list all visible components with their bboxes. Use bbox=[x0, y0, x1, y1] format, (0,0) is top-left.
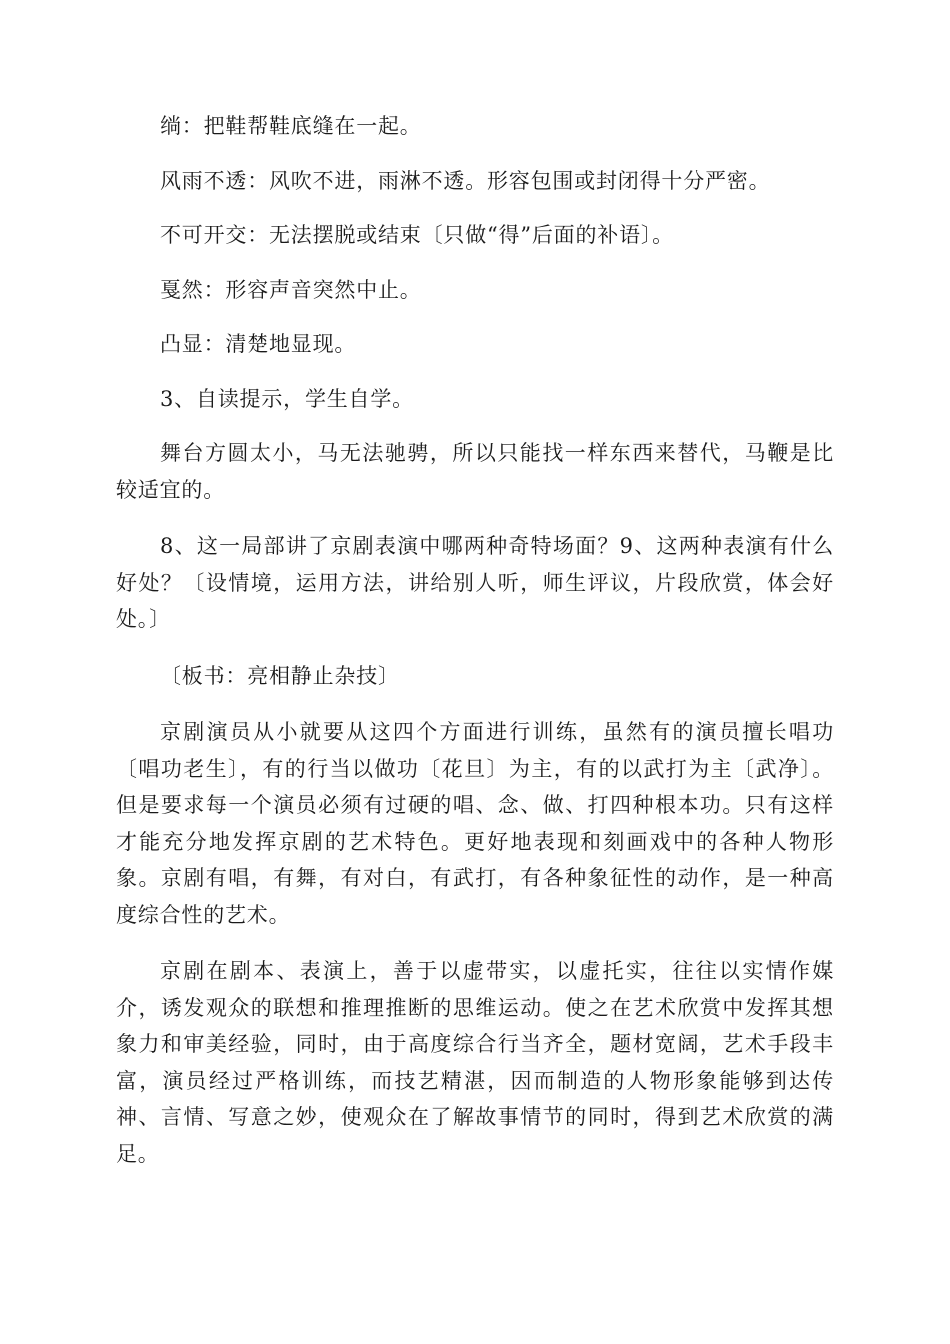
body-paragraph: 舞台方圆太小，马无法驰骋，所以只能找一样东西来替代，马鞭是比较适宜的。 bbox=[116, 441, 834, 502]
definition-paragraph: 风雨不透：风吹不进，雨淋不透。形容包围或封闭得十分严密。 bbox=[160, 168, 771, 193]
body-paragraph: 京剧在剧本、表演上，善于以虚带实，以虚托实，往往以实情作媒介，诱发观众的联想和推理推断的思维运动。使之在艺术欣赏中发挥其想象力和审美经验，同时，由于高度综合行当齐全，题材宽阔，艺术手段丰富，演员经过严格训练，而技艺精湛，因而制造的人物形象能够到达传神、言情、写意之妙，使观众在了解故事情节的同时，得到艺术欣赏的满足。 bbox=[116, 959, 834, 1166]
board-note-paragraph: 〔板书：亮相静止杂技〕 bbox=[160, 663, 400, 688]
definition-paragraph: 绱：把鞋帮鞋底缝在一起。 bbox=[160, 114, 422, 138]
definition-paragraph: 凸显：清楚地显现。 bbox=[160, 332, 357, 356]
definition-paragraph: 戛然：形容声音突然中止。 bbox=[160, 277, 422, 302]
definition-paragraph: 不可开交：无法摆脱或结束〔只做“得”后面的补语〕。 bbox=[160, 223, 674, 247]
body-paragraph: 京剧演员从小就要从这四个方面进行训练，虽然有的演员擅长唱功〔唱功老生〕，有的行当以做功〔花旦〕为主，有的以武打为主〔武净〕。但是要求每一个演员必须有过硬的唱、念、做、打四种根本功。只有这样才能充分地发挥京剧的艺术特色。更好地表现和刻画戏中的各种人物形象。京剧有唱，有舞，有对白，有武打，有各种象征性的动作，是一种高度综合性的艺术。 bbox=[116, 720, 834, 927]
step-paragraph: 3、自读提示，学生自学。 bbox=[160, 386, 414, 411]
document-body bbox=[116, 108, 834, 1172]
question-paragraph: 8、这一局部讲了京剧表演中哪两种奇特场面？9、这两种表演有什么好处？〔设情境，运用方法，讲给别人听，师生评议，片段欣赏，体会好处。〕 bbox=[116, 534, 834, 631]
